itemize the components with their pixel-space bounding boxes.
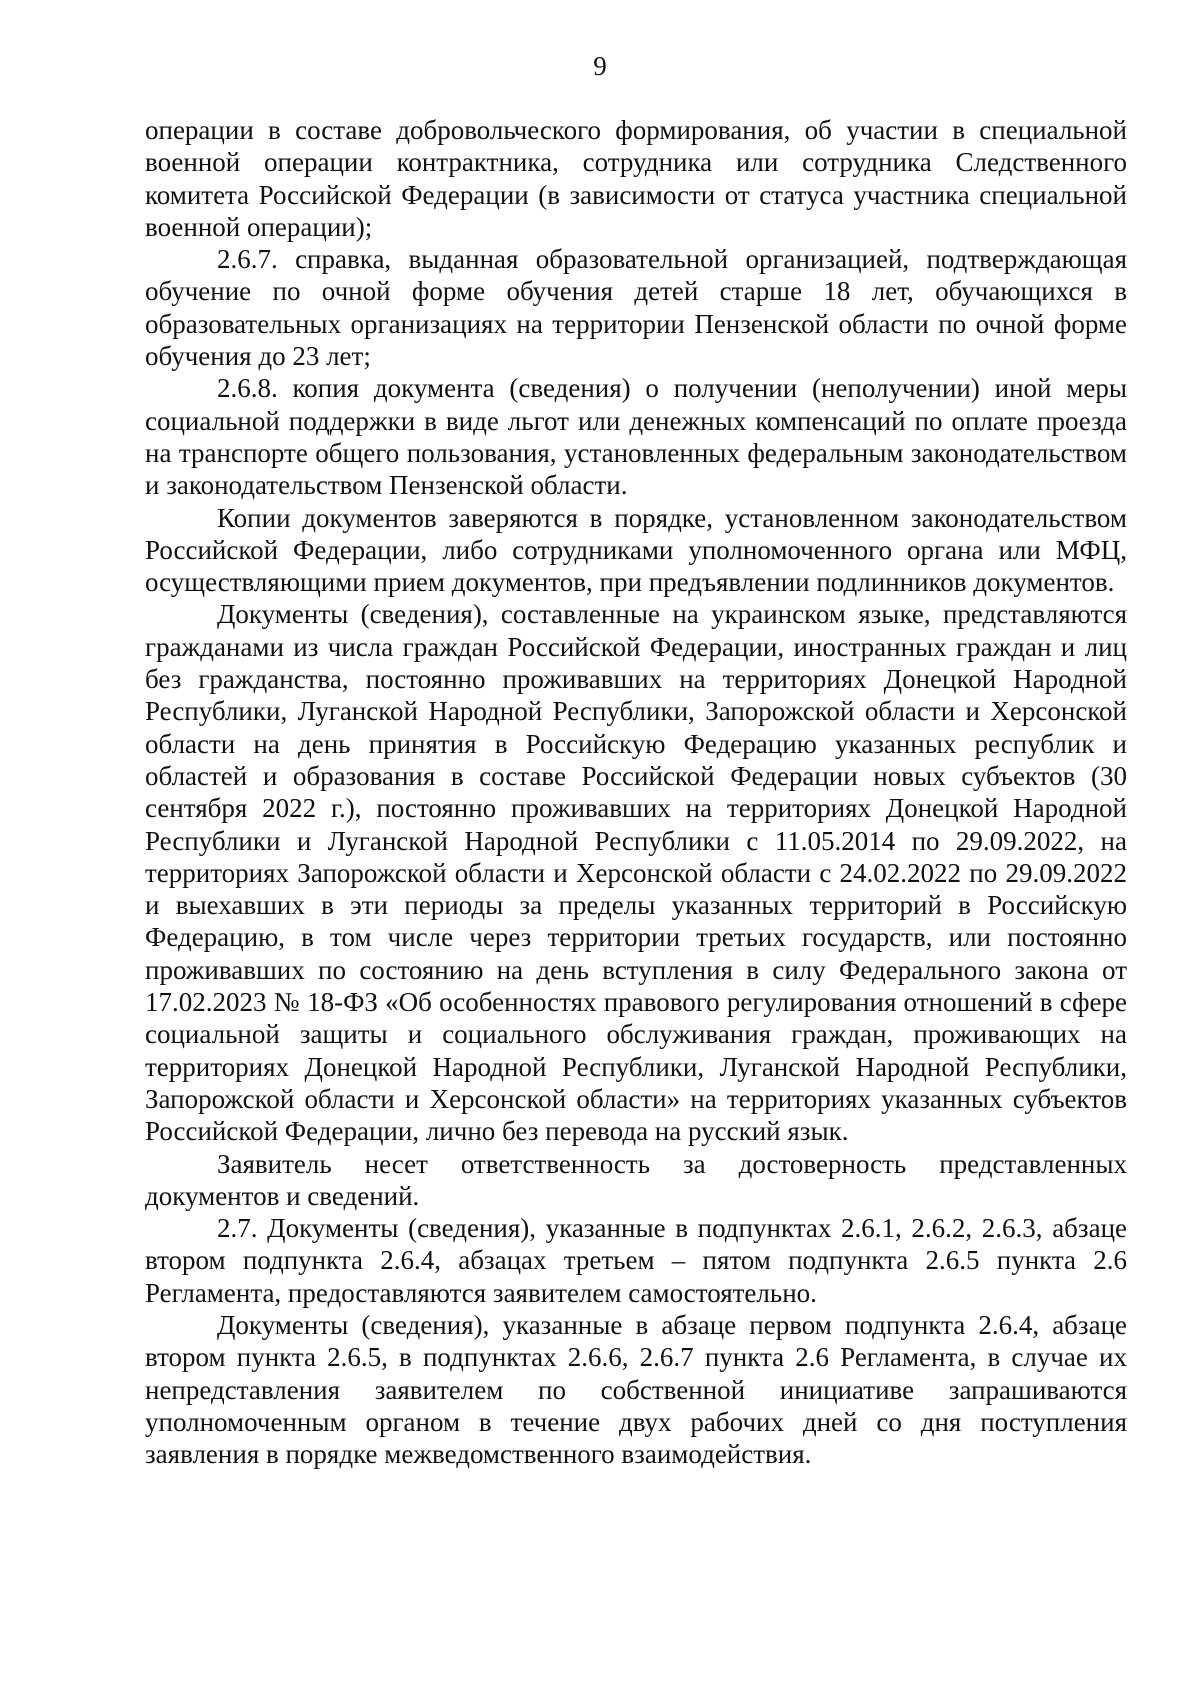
paragraph-2-7: 2.7. Документы (сведения), указанные в подпунктах 2.6.1, 2.6.2, 2.6.3, абзаце втором подпункта 2.6.4, абзацах третьем – пятом подпункта 2.6.5 пункта 2.6 Регламента, предоставляются заявителем самостоятельно. <box>145 1213 1127 1308</box>
paragraph-ukrainian-documents: Документы (сведения), составленные на украинском языке, представляются гражданами из числа граждан Российской Федерации, иностранных граждан и лиц без гражданства, постоянно проживавших на территориях Донецкой Народной Республики, Луганской Народной Республики, Запорожской области и Херсонской области на день принятия в Российскую Федерацию указанных республик и областей и образования в составе Российской Федерации новых субъектов (30 сентября 2022 г.), постоянно проживавших на территориях Донецкой Народной Республики и Луганской Народной Республики с 11.05.2014 по 29.09.2022, на территориях Запорожской области и Херсонской области с 24.02.2022 по 29.09.2022 и выехавших в эти периоды за пределы указанных территорий в Российскую Федерацию, в том числе через территории третьих государств, или постоянно проживавших по состоянию на день вступления в силу Федерального закона от 17.02.2023 № 18-ФЗ «Об особенностях правового регулирования отношений в сфере социальной защиты и социального обслуживания граждан, проживающих на территориях Донецкой Народной Республики, Луганской Народной Республики, Запорожской области и Херсонской области» на территориях указанных субъектов Российской Федерации, лично без перевода на русский язык. <box>145 599 1127 1147</box>
paragraph-interagency-requests: Документы (сведения), указанные в абзаце первом подпункта 2.6.4, абзаце втором пункта 2.6.5, в подпунктах 2.6.6, 2.6.7 пункта 2.6 Регламента, в случае их непредставления заявителем по собственной инициативе запрашиваются уполномоченным органом в течение двух рабочих дней со дня поступления заявления в порядке межведомственного взаимодействия. <box>145 1309 1127 1470</box>
paragraph-document-copies: Копии документов заверяются в порядке, установленном законодательством Российской Федерации, либо сотрудниками уполномоченного органа или МФЦ, осуществляющими прием документов, при предъявлении подлинников документов. <box>145 502 1127 598</box>
paragraph-2-6-7: 2.6.7. справка, выданная образовательной организацией, подтверждающая обучение по очной форме обучения детей старше 18 лет, обучающихся в образовательных организациях на территории Пензенской области по очной форме обучения до 23 лет; <box>145 244 1127 372</box>
paragraph-2-6-8: 2.6.8. копия документа (сведения) о получении (неполучении) иной меры социальной поддержки в виде льгот или денежных компенсаций по оплате проезда на транспорте общего пользования, установленных федеральным законодательством и законодательством Пензенской области. <box>145 373 1127 501</box>
paragraph-continuation: операции в составе добровольческого формирования, об участии в специальной военной операции контрактника, сотрудника или сотрудника Следственного комитета Российской Федерации (в зависимости от статуса участника специальной военной операции); <box>145 115 1127 242</box>
page-number: 9 <box>593 51 607 81</box>
document-body <box>145 114 1127 1470</box>
paragraph-applicant-responsibility: Заявитель несет ответственность за достоверность представленных документов и сведений. <box>145 1148 1127 1211</box>
